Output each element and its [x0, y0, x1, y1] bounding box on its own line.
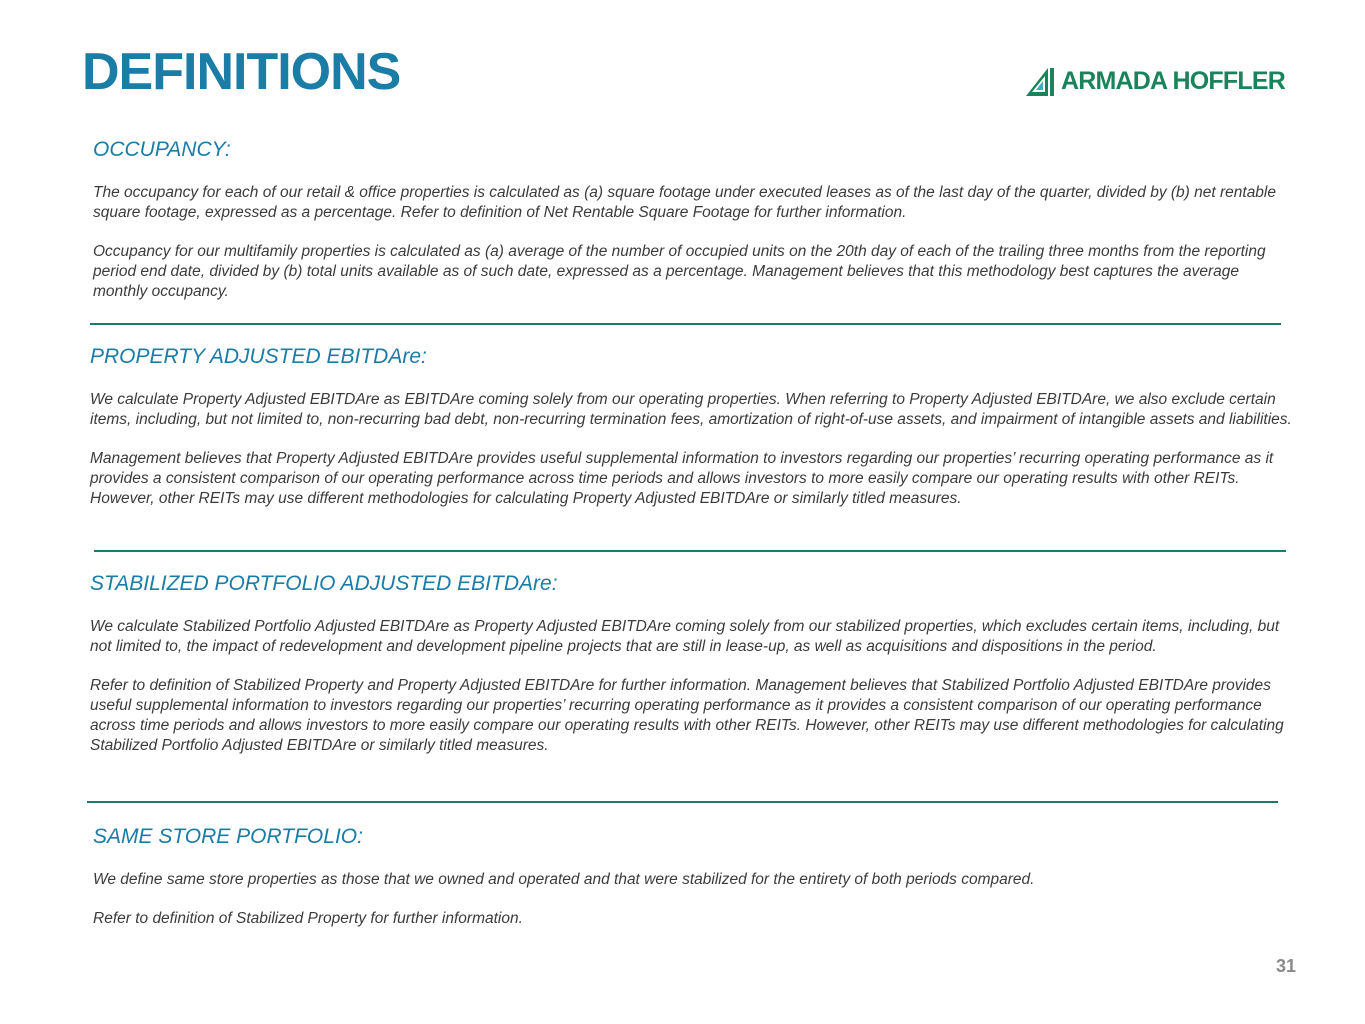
section-same-store-portfolio: [93, 824, 1293, 929]
section-paragraph: Refer to definition of Stabilized Property and Property Adjusted EBITDAre for further information. Management believes that Stabilized Portfolio Adjusted EBITDAre provides useful supplemental information to investors regarding our properties’ recurring operating performance as it provides a consistent comparison of our operating performance across time periods and allows investors to more easily compare our operating results with other REITs. However, other REITs may use different methodologies for calculating Stabilized Portfolio Adjusted EBITDAre or similarly titled measures.: [90, 677, 1284, 754]
section-divider: [94, 550, 1286, 552]
section-occupancy: [93, 137, 1293, 302]
section-heading: OCCUPANCY:: [93, 138, 231, 161]
section-property-adjusted-ebitdare: [90, 344, 1295, 509]
section-paragraph: We define same store properties as those that we owned and operated and that were stabilized for the entirety of both periods compared.: [93, 871, 1035, 888]
logo-wordmark: ARMADA HOFFLER: [1061, 67, 1285, 95]
page-number: 31: [1275, 956, 1296, 976]
section-divider: [87, 801, 1278, 803]
page-title: DEFINITIONS: [82, 43, 401, 101]
section-paragraph: Occupancy for our multifamily properties is calculated as (a) average of the number of occupied units on the 20th day of each of the trailing three months from the reporting period end date, divided by (b) total units available as of such date, expressed as a percentage. Management believes that this methodology best captures the average monthly occupancy.: [93, 243, 1266, 300]
armada-hoffler-logo-icon: [1024, 65, 1056, 97]
section-heading: SAME STORE PORTFOLIO:: [93, 825, 363, 848]
company-logo: [1024, 64, 1285, 98]
section-stabilized-portfolio-adjusted-ebitdare: [90, 571, 1295, 756]
section-heading: PROPERTY ADJUSTED EBITDAre:: [90, 345, 427, 368]
section-paragraph: Refer to definition of Stabilized Property for further information.: [93, 910, 523, 927]
section-divider: [90, 323, 1281, 325]
section-paragraph: Management believes that Property Adjusted EBITDAre provides useful supplemental information to investors regarding our properties’ recurring operating performance as it provides a consistent comparison of our operating performance across time periods and allows investors to more easily compare our operating results with other REITs. However, other REITs may use different methodologies for calculating Property Adjusted EBITDAre or similarly titled measures.: [90, 450, 1274, 507]
section-paragraph: We calculate Stabilized Portfolio Adjusted EBITDAre as Property Adjusted EBITDAre coming solely from our stabilized properties, which excludes certain items, including, but not limited to, the impact of redevelopment and development pipeline projects that are still in lease-up, as well as acquisitions and dispositions in the period.: [90, 618, 1280, 655]
section-paragraph: The occupancy for each of our retail & office properties is calculated as (a) square footage under executed leases as of the last day of the quarter, divided by (b) net rentable square footage, expressed as a percentage. Refer to definition of Net Rentable Square Footage for further information.: [93, 184, 1276, 221]
section-paragraph: We calculate Property Adjusted EBITDAre as EBITDAre coming solely from our operating properties. When referring to Property Adjusted EBITDAre, we also exclude certain items, including, but not limited to, non-recurring bad debt, non-recurring termination fees, amortization of right-of-use assets, and impairment of intangible assets and liabilities.: [90, 391, 1292, 428]
section-heading: STABILIZED PORTFOLIO ADJUSTED EBITDAre:: [90, 572, 558, 595]
